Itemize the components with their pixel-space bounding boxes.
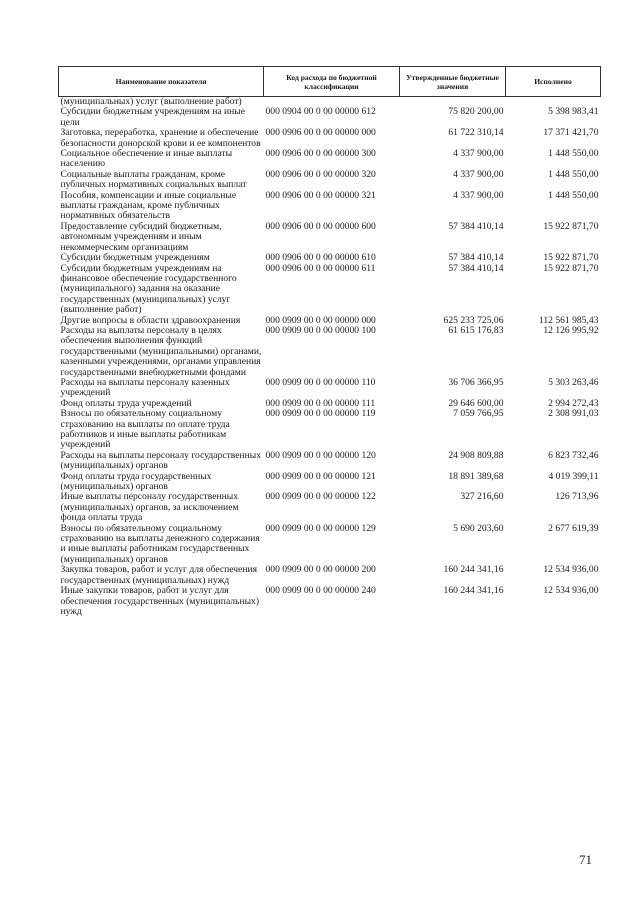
cell-expense-code: 000 0906 00 0 00 00000 321: [265, 189, 376, 201]
cell-executed-value: 112 561 985,43: [538, 314, 599, 326]
cell-expense-code: 000 0906 00 0 00 00000 600: [265, 220, 376, 232]
table-row: [59, 492, 601, 523]
cell-executed-value: 2 677 619,39: [548, 522, 599, 534]
table-row: [59, 326, 601, 378]
cell-executed-value: 15 922 871,70: [543, 262, 599, 274]
cell-executed-value: 6 823 732,46: [548, 449, 599, 461]
cell-approved-value: 24 908 809,88: [448, 449, 504, 461]
cell-approved-value: 7 059 766,95: [453, 408, 504, 420]
cell-indicator-name: Заготовка, переработка, хранение и обеспечение безопасности донорской крови и ее компонентов: [60, 127, 261, 149]
table-row: [59, 149, 601, 170]
cell-executed-value: 1 448 550,00: [548, 148, 599, 160]
table-row: [59, 451, 601, 472]
cell-expense-code: 000 0906 00 0 00 00000 000: [265, 127, 376, 139]
cell-executed-value: 15 922 871,70: [543, 252, 599, 264]
cell-indicator-name: Взносы по обязательному социальному страхованию на выплаты по оплате труда работников и иные выплаты работникам учреждений: [60, 408, 230, 451]
cell-approved-value: 57 384 410,14: [448, 252, 504, 264]
cell-executed-value: 12 534 936,00: [543, 585, 599, 597]
cell-executed-value: 12 126 995,92: [543, 324, 599, 336]
page-number: 71: [579, 852, 592, 867]
cell-expense-code: 000 0909 00 0 00 00000 121: [265, 470, 376, 482]
cell-expense-code: 000 0909 00 0 00 00000 111: [265, 397, 376, 409]
cell-executed-value: 2 308 991,03: [548, 408, 599, 420]
cell-expense-code: 000 0909 00 0 00 00000 000: [265, 314, 376, 326]
cell-executed-value: 1 448 550,00: [548, 168, 599, 180]
cell-indicator-name: Субсидии бюджетным учреждениям: [60, 252, 210, 264]
header-executed: Исполнено: [506, 67, 601, 97]
cell-approved-value: 625 233 725,06: [443, 314, 504, 326]
cell-indicator-name: Субсидии бюджетным учреждениям на иные цели: [60, 106, 245, 128]
cell-approved-value: 4 337 900,00: [453, 189, 504, 201]
table-row: [59, 170, 601, 191]
cell-executed-value: 15 922 871,70: [543, 220, 599, 232]
cell-executed-value: 4 019 399,11: [548, 470, 599, 482]
cell-executed-value: 5 398 983,41: [548, 106, 599, 118]
cell-executed-value: 17 371 421,70: [543, 127, 599, 139]
cell-expense-code: 000 0906 00 0 00 00000 610: [265, 252, 376, 264]
cell-expense-code: 000 0909 00 0 00 00000 119: [265, 408, 376, 420]
cell-indicator-name: Иные выплаты персоналу государственных (муниципальных) органов, за исключением фонда оплаты труда: [60, 491, 239, 524]
cell-indicator-name: Фонд оплаты труда государственных (муниципальных) органов: [60, 470, 212, 493]
table-row: [59, 472, 601, 493]
cell-approved-value: 57 384 410,14: [448, 220, 504, 232]
cell-approved-value: 160 244 341,16: [443, 564, 504, 576]
cell-executed-value: 5 303 263,46: [548, 376, 599, 388]
budget-execution-table: [58, 66, 601, 617]
cell-expense-code: 000 0909 00 0 00 00000 129: [265, 522, 376, 534]
cell-indicator-name: Социальные выплаты гражданам, кроме публичных нормативных социальных выплат: [60, 168, 247, 191]
cell-indicator-name: Социальное обеспечение и иные выплаты населению: [60, 148, 233, 170]
cell-expense-code: 000 0906 00 0 00 00000 300: [265, 148, 376, 160]
cell-indicator-name: Иные закупки товаров, работ и услуг для обеспечения государственных (муниципальных) нужд: [60, 585, 260, 617]
cell-indicator-name: Расходы на выплаты персоналу государственных (муниципальных) органов: [60, 449, 262, 472]
table-row: [59, 128, 601, 149]
cell-expense-code: 000 0909 00 0 00 00000 240: [265, 585, 376, 597]
cell-indicator-name: Взносы по обязательному социальному страхованию на выплаты денежного содержания и иные выплаты работникам государственных (муниципальных) органов: [60, 522, 260, 565]
cell-expense-code: 000 0909 00 0 00 00000 122: [265, 491, 376, 503]
cell-approved-value: 61 615 176,83: [448, 324, 504, 336]
cell-approved-value: 160 244 341,16: [443, 585, 504, 597]
header-expense-code: Код расхода по бюджетной классификации: [264, 67, 400, 97]
table-row: [59, 264, 601, 316]
table-row: [59, 524, 601, 566]
table-body: [59, 97, 601, 618]
cell-indicator-name: Фонд оплаты труда учреждений: [60, 397, 192, 409]
table-row: [59, 107, 601, 128]
cell-expense-code: 000 0904 00 0 00 00000 612: [265, 106, 376, 118]
table-row: [59, 565, 601, 586]
table-row: [59, 586, 601, 617]
table-row: [59, 191, 601, 222]
cell-indicator-name: Предоставление субсидий бюджетным, автономным учреждениям и иным некоммерческим организациям: [60, 220, 222, 253]
cell-expense-code: 000 0909 00 0 00 00000 200: [265, 564, 376, 576]
cell-approved-value: 4 337 900,00: [453, 168, 504, 180]
cell-executed-value: 126 713,96: [555, 491, 599, 503]
table-row: [59, 378, 601, 399]
cell-indicator-name: Закупка товаров, работ и услуг для обеспечения государственных (муниципальных) нужд: [60, 564, 258, 586]
cell-expense-code: 000 0909 00 0 00 00000 100: [265, 324, 376, 336]
cell-approved-value: 18 891 389,68: [448, 470, 504, 482]
cell-expense-code: 000 0906 00 0 00 00000 320: [265, 168, 376, 180]
cell-expense-code: 000 0909 00 0 00 00000 110: [265, 376, 376, 388]
cell-expense-code: 000 0909 00 0 00 00000 120: [265, 449, 376, 461]
table-row: [59, 409, 601, 451]
cell-approved-value: 29 646 600,00: [448, 397, 504, 409]
cell-executed-value: 2 994 272,43: [548, 397, 599, 409]
cell-indicator-name: (муниципальных) услуг (выполнение работ): [60, 96, 242, 107]
cell-indicator-name: Пособия, компенсации и иные социальные выплаты гражданам, кроме публичных нормативных обязательств: [60, 189, 237, 222]
table-row: [59, 222, 601, 253]
cell-approved-value: 36 706 366,95: [448, 376, 504, 388]
cell-approved-value: 61 722 310,14: [448, 127, 504, 139]
table-header-row: [59, 67, 601, 97]
cell-executed-value: 1 448 550,00: [548, 189, 599, 201]
cell-executed-value: 12 534 936,00: [543, 564, 599, 576]
cell-approved-value: 5 690 203,60: [453, 522, 504, 534]
cell-indicator-name: Другие вопросы в области здравоохранения: [60, 314, 241, 326]
header-indicator-name: Наименование показателя: [59, 67, 264, 97]
cell-approved-value: 57 384 410,14: [448, 262, 504, 274]
cell-indicator-name: Субсидии бюджетным учреждениям на финансовое обеспечение государственного (муниципального) задания на оказание государственных (муниципальных) услуг (выполнение работ): [60, 262, 237, 316]
cell-expense-code: 000 0906 00 0 00 00000 611: [265, 262, 376, 274]
cell-indicator-name: Расходы на выплаты персоналу в целях обеспечения выполнения функций государственными (муниципальными) органами, казенными учреждениями, органами управления государственными внебюджетными фондами: [60, 324, 262, 378]
cell-approved-value: 75 820 200,00: [448, 106, 504, 118]
table-row: [59, 253, 601, 263]
cell-indicator-name: Расходы на выплаты персоналу казенных учреждений: [60, 376, 230, 399]
cell-approved-value: 4 337 900,00: [453, 148, 504, 160]
header-approved-values: Утвержденные бюджетные значения: [400, 67, 506, 97]
cell-approved-value: 327 216,60: [460, 491, 504, 503]
